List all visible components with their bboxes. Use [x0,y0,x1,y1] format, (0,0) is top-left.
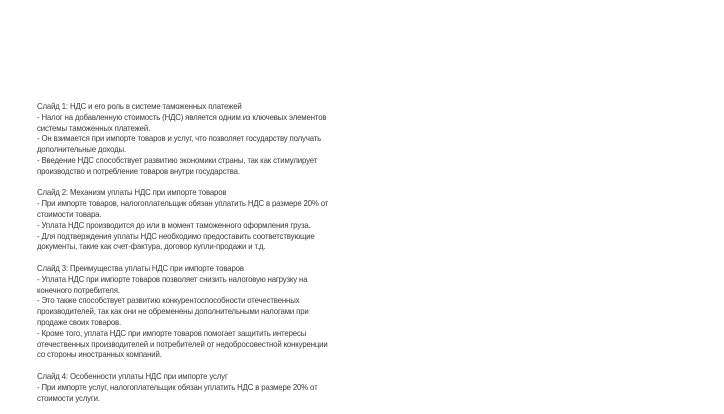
slide-3-section [37,263,344,360]
text-line: конечного потребителя. [37,284,120,295]
text-line: - Введение НДС способствует развитию экономики страны, так как стимулирует [37,154,318,165]
slide-3-title: Слайд 3: Преимущества уплаты НДС при импорте товаров [37,262,244,273]
text-line: продаже своих товаров. [37,316,122,327]
text-line: документы, такие как счет-фактура, договор купли-продажи и т.д. [37,241,266,252]
slide-2-section [37,187,344,252]
text-line: - При импорте товаров, налогоплательщик обязан уплатить НДС в размере 20% от [37,198,329,209]
slide-4-section [37,371,344,403]
text-line: - Для подтверждения уплаты НДС необходимо предоставить соответствующие [37,230,315,241]
slide-4-title: Слайд 4: Особенности уплаты НДС при импорте услуг [37,370,228,381]
text-line: - Уплата НДС при импорте товаров позволяет снизить налоговую нагрузку на [37,273,308,284]
slide-1-section [37,101,344,177]
text-line: стоимости товара. [37,208,102,219]
text-line: со стороны иностранных компаний. [37,349,162,360]
text-line: системы таможенных платежей. [37,122,151,133]
slide-1-title: Слайд 1: НДС и его роль в системе таможенных платежей [37,101,242,111]
text-line: стоимости услуги. [37,392,100,403]
text-line: - При импорте услуг, налогоплательщик обязан уплатить НДС в размере 20% от [37,381,318,392]
text-line: - Это также способствует развитию конкурентоспособности отечественных [37,295,300,306]
text-line: дополнительные доходы. [37,144,127,155]
text-line: - Налог на добавленную стоимость (НДС) является одним из ключевых элементов [37,111,327,122]
slide-2-title: Слайд 2: Механизм уплаты НДС при импорте товаров [37,187,227,198]
text-line: производителей, так как они не обременены дополнительными налогами при [37,306,309,317]
text-line: отечественных производителей и потребителей от недобросовестной конкуренции [37,338,328,349]
text-line: производство и потребление товаров внутри государства. [37,165,240,176]
text-line: - Он взимается при импорте товаров и услуг, что позволяет государству получать [37,133,322,144]
text-line: - Уплата НДС производится до или в момент таможенного оформления груза. [37,219,311,230]
text-line: - Кроме того, уплата НДС при импорте товаров помогает защитить интересы [37,327,307,338]
document-text [37,101,344,414]
